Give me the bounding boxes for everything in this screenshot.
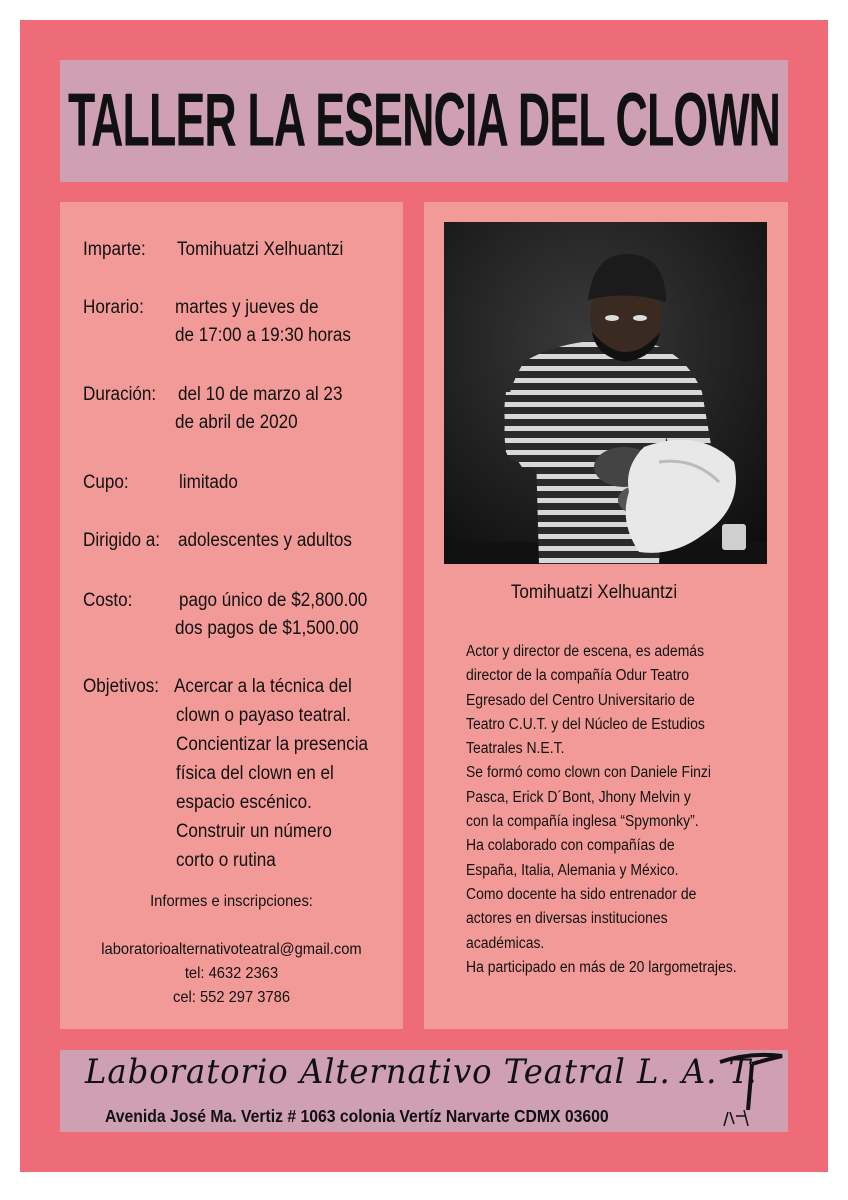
costo-label: Costo: <box>83 590 133 611</box>
bio-line: Egresado del Centro Universitario de <box>466 691 695 709</box>
imparte-value: Tomihuatzi Xelhuantzi <box>177 239 344 260</box>
bio-line: Teatro C.U.T. y del Núcleo de Estudios <box>466 715 705 733</box>
contact-tel: tel: 4632 2363 <box>184 965 279 982</box>
bio-line: Ha participado en más de 20 largometrajes. <box>466 958 737 976</box>
bio-line: Actor y director de escena, es además <box>466 643 705 660</box>
bio-line: académicas. <box>466 934 545 952</box>
imparte-label: Imparte: <box>83 239 146 260</box>
duracion-label: Duración: <box>83 384 157 405</box>
organization-name: Laboratorio Alternativo Teatral L. A. T. <box>85 1052 758 1092</box>
objetivos-line: Concientizar la presencia <box>176 734 369 755</box>
cupo-value: limitado <box>179 472 238 493</box>
bio-text <box>466 640 737 980</box>
horario-value-1: martes y jueves de <box>175 297 319 318</box>
title-banner <box>60 60 788 182</box>
costo-value-2: dos pagos de $1,500.00 <box>175 618 359 639</box>
bio-line: Ha colaborado con compañías de <box>466 837 675 855</box>
costo-value-1: pago único de $2,800.00 <box>179 590 368 611</box>
horario-value-2: de 17:00 a 19:30 horas <box>175 325 351 346</box>
duracion-value-1: del 10 de marzo al 23 <box>178 384 343 405</box>
cupo-label: Cupo: <box>83 472 129 493</box>
clown-photo <box>444 222 767 564</box>
objetivos-line: Construir un número <box>176 821 332 842</box>
contact-heading: Informes e inscripciones: <box>150 893 313 910</box>
bio-line: Se formó como clown con Daniele Finzi <box>466 764 712 782</box>
duracion-value-2: de abril de 2020 <box>175 412 298 433</box>
dirigido-label: Dirigido a: <box>83 530 160 551</box>
lat-logo-icon <box>690 1050 785 1130</box>
objetivos-line: física del clown en el <box>176 763 334 784</box>
bio-line: Como docente ha sido entrenador de <box>466 885 697 903</box>
objetivos-line: Acercar a la técnica del <box>174 676 352 697</box>
address: Avenida José Ma. Vertiz # 1063 colonia Vertíz Narvarte CDMX 03600 <box>105 1106 609 1126</box>
objetivos-line: espacio escénico. <box>176 792 312 813</box>
objetivos-label: Objetivos: <box>83 676 160 697</box>
bio-line: Teatrales N.E.T. <box>466 740 565 758</box>
bio-line: Pasca, Erick D´Bont, Jhony Melvin y <box>466 788 691 806</box>
contact-email[interactable]: laboratorioalternativoteatral@gmail.com <box>101 941 362 958</box>
dirigido-value: adolescentes y adultos <box>178 530 352 551</box>
bio-line: España, Italia, Alemania y México. <box>466 861 679 879</box>
objetivos-line: clown o payaso teatral. <box>176 705 351 726</box>
horario-label: Horario: <box>83 297 144 318</box>
page-title: TALLER LA ESENCIA DEL CLOWN <box>67 78 781 164</box>
photo-caption: Tomihuatzi Xelhuantzi <box>510 582 678 603</box>
objetivos-line: corto o rutina <box>176 850 276 871</box>
bio-line: con la compañía inglesa “Spymonky”. <box>466 813 699 831</box>
bio-line: actores en diversas instituciones <box>466 910 668 928</box>
bio-line: director de la compañía Odur Teatro <box>466 667 690 685</box>
contact-cel: cel: 552 297 3786 <box>172 989 291 1006</box>
